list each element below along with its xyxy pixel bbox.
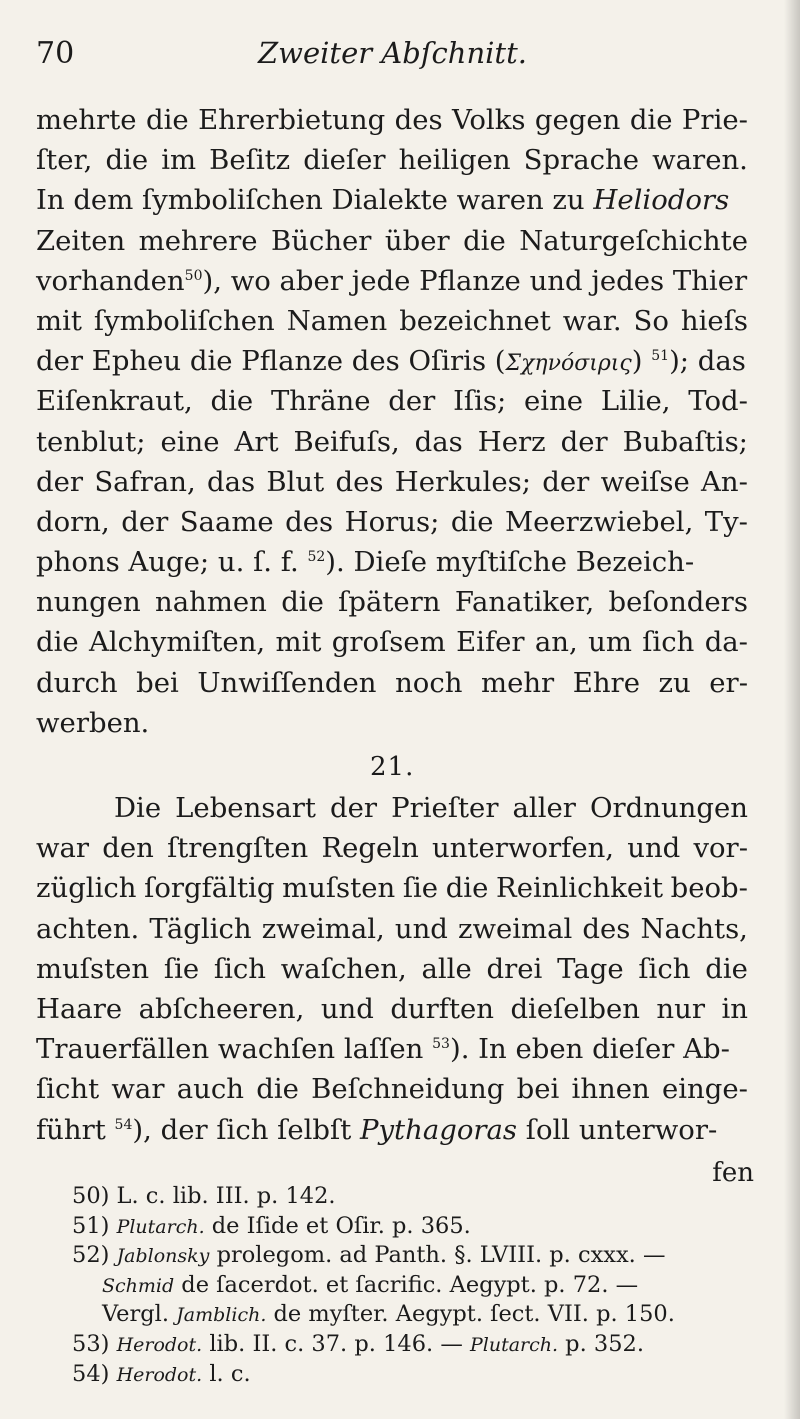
greek-term: Σχηνόσιρις <box>505 351 632 377</box>
text-line <box>36 140 748 180</box>
word: eine <box>524 385 584 418</box>
word: mehrere <box>138 224 258 257</box>
word: mit <box>36 304 82 337</box>
word: beſonders <box>608 586 748 619</box>
word: Ehre <box>572 666 640 699</box>
text-line <box>36 261 748 301</box>
text-line <box>36 989 748 1029</box>
word: waren. <box>652 144 748 177</box>
word: züglich <box>36 872 137 905</box>
page-header <box>36 36 726 76</box>
word: ſich <box>638 952 691 985</box>
word: Blut <box>266 465 325 498</box>
word: die <box>105 144 149 177</box>
word: Herz <box>477 425 546 458</box>
text-line <box>36 663 748 703</box>
footnote-text: l. c. <box>202 1360 251 1387</box>
footnote-54 <box>72 1360 762 1390</box>
word: zweimal <box>457 912 573 945</box>
word: der <box>388 385 436 418</box>
word: die <box>629 104 673 136</box>
running-head: Zweiter Abſchnitt. <box>258 36 527 70</box>
line-segment: ). In eben dieſer Ab- <box>449 1033 730 1066</box>
word: noch <box>395 666 463 699</box>
text-line <box>36 909 748 949</box>
word: Saame <box>179 505 274 538</box>
text-line <box>36 703 748 743</box>
word: tenblut; <box>36 425 146 458</box>
text-line <box>36 100 748 140</box>
footnote-ref: 51 <box>651 347 670 364</box>
word: An- <box>701 465 748 498</box>
word: gegen <box>534 104 621 136</box>
footnote-53 <box>72 1330 762 1360</box>
footnote-number: 52) <box>72 1242 117 1269</box>
text-line <box>36 462 748 502</box>
word: achten. <box>36 912 140 945</box>
word: So <box>633 304 669 337</box>
word: die <box>256 1073 299 1106</box>
line-segment: Trauerfällen wachſen laſſen <box>36 1033 433 1066</box>
word: Eifer <box>456 626 525 659</box>
word: und <box>627 832 681 865</box>
line-text <box>36 542 694 582</box>
page-number: 70 <box>36 36 75 71</box>
word: unterworfen, <box>432 832 615 865</box>
word: über <box>384 224 450 257</box>
word: die <box>281 586 324 619</box>
footnote-text: Vergl. <box>102 1301 177 1328</box>
footnote-52 <box>72 1241 762 1271</box>
word: dorn, <box>36 505 110 538</box>
line-text <box>36 1110 717 1150</box>
word: Namen <box>286 304 388 337</box>
word: und <box>394 912 448 945</box>
line-segment: führt <box>36 1113 115 1146</box>
word: Safran, <box>94 465 196 498</box>
word: um <box>588 626 632 659</box>
main-text-continued <box>36 788 748 1150</box>
text-line <box>36 301 748 341</box>
word: nur <box>656 992 705 1025</box>
word: dieſelben <box>510 992 640 1025</box>
word: die <box>210 385 254 418</box>
word: die <box>705 952 748 985</box>
footnote-author: Herodot. <box>116 1363 203 1386</box>
word: auch <box>176 1073 244 1106</box>
word: Prie- <box>681 104 748 136</box>
word: dieſer <box>303 144 386 177</box>
footnote-author: Plutarch. <box>116 1215 205 1238</box>
footnote-text: de myſter. Aegypt. ſect. VII. p. 150. <box>266 1301 675 1328</box>
word: des <box>335 465 384 498</box>
word: den <box>102 832 154 865</box>
word: mit <box>275 626 322 659</box>
word: nahmen <box>155 586 267 619</box>
line-segment: ſoll unterwor- <box>517 1113 718 1146</box>
word: ſymboliſchen <box>93 304 275 337</box>
word: an, <box>534 626 578 659</box>
footnote-text: de Iſide et Oſir. p. 365. <box>204 1212 471 1239</box>
word: mehrte <box>36 104 137 136</box>
footnote-text: p. 352. <box>558 1330 644 1357</box>
word: waſchen, <box>280 952 407 985</box>
word: der <box>560 425 608 458</box>
word: ſtrengſten <box>167 832 309 865</box>
word: Zeiten <box>36 224 126 257</box>
word: und <box>320 992 374 1025</box>
word: war. <box>562 304 622 337</box>
word: des <box>582 912 631 945</box>
footnote-number: 54) <box>72 1360 117 1387</box>
word: ſicht <box>36 1073 100 1106</box>
word: beob- <box>670 872 748 905</box>
word: Bücher <box>271 224 372 257</box>
footnote-ref: 52 <box>307 548 326 565</box>
word: bei <box>516 1073 560 1106</box>
word: vor- <box>693 832 748 865</box>
word: Ordnungen <box>589 792 748 824</box>
text-line <box>36 221 748 261</box>
text-line <box>36 180 748 220</box>
word: ſpätern <box>338 586 441 619</box>
word: das <box>414 425 463 458</box>
word: die <box>450 505 494 538</box>
word: nungen <box>36 586 141 619</box>
word: Beſitz <box>209 144 291 177</box>
line-segment: ), der ſich ſelbſt <box>132 1113 361 1146</box>
footnote-number: 53) <box>72 1330 117 1357</box>
line-text <box>36 261 747 301</box>
word: ihnen <box>571 1073 650 1106</box>
word: Volks <box>452 104 526 136</box>
word: die <box>445 872 489 905</box>
word: Thräne <box>270 385 371 418</box>
word: einge- <box>661 1073 748 1106</box>
word: war <box>111 1073 165 1106</box>
word: in <box>721 992 748 1025</box>
word: durften <box>390 992 494 1025</box>
footnote-author: Plutarch. <box>469 1333 559 1356</box>
section-number: 21. <box>370 752 415 782</box>
word: der <box>542 465 590 498</box>
word: Iſis; <box>453 385 507 418</box>
word: ſorgfältig <box>144 872 275 905</box>
word: aller <box>512 792 576 824</box>
text-line <box>36 949 748 989</box>
word: bei <box>136 666 179 699</box>
text-line <box>36 422 748 462</box>
word: Herkules; <box>394 465 531 498</box>
line-segment: vorhanden <box>36 264 185 297</box>
catchword: fen <box>712 1158 754 1188</box>
line-segment: ) <box>631 345 652 378</box>
footnote-51 <box>72 1212 762 1242</box>
word: Prieſter <box>391 792 499 824</box>
word: Täglich <box>149 912 252 945</box>
footnote-text: prolegom. ad Panth. §. LVIII. p. cxxx. — <box>209 1242 666 1269</box>
paragraph-1 <box>36 100 748 743</box>
word: Naturgeſchichte <box>519 224 748 257</box>
word: eine <box>160 425 220 458</box>
word: Fanatiker, <box>454 586 595 619</box>
footnote-ref: 53 <box>432 1035 450 1052</box>
word: abſcheeren, <box>138 992 305 1025</box>
line-segment: phons Auge; u. ſ. f. <box>36 546 308 579</box>
word: Horus; <box>344 505 440 538</box>
line-segment: ). Dieſe myſtiſche Bezeich- <box>325 546 695 579</box>
word: das <box>207 465 256 498</box>
word: durch <box>36 666 118 699</box>
word: die <box>145 104 189 136</box>
word: des <box>285 505 334 538</box>
word: zu <box>658 666 691 699</box>
word: im <box>161 144 197 177</box>
line-segment: In dem ſymboliſchen Dialekte waren zu <box>36 184 594 217</box>
footnote-ref: 54 <box>114 1116 133 1133</box>
word: des <box>394 104 443 136</box>
word: ſie <box>163 952 200 985</box>
word: Sprache <box>523 144 640 177</box>
text-line <box>36 542 748 582</box>
word: ſich <box>213 952 266 985</box>
word: hieſs <box>680 304 748 337</box>
word: alle <box>421 952 472 985</box>
word: Die <box>114 792 162 824</box>
word: Tod- <box>688 385 748 418</box>
footnote-text: lib. II. c. 37. p. 146. — <box>202 1330 470 1357</box>
word: drei <box>486 952 543 985</box>
word: war <box>36 832 90 865</box>
line-segment: ); das <box>669 345 746 378</box>
footnote-52-cont <box>72 1300 762 1330</box>
italic-name: Pythagoras <box>360 1113 518 1146</box>
word: Nachts, <box>640 912 748 945</box>
word: bezeichnet <box>399 304 551 337</box>
main-text <box>36 100 748 743</box>
footnote-author: Schmid <box>102 1274 175 1297</box>
footnote-author: Jablonsky <box>116 1245 210 1268</box>
word: Unwiſſenden <box>197 666 377 699</box>
word: Alchymiſten, <box>89 626 266 659</box>
word: Lilie, <box>600 385 671 418</box>
footnote-author: Herodot. <box>116 1333 203 1356</box>
text-line <box>36 1069 748 1109</box>
word: die <box>36 626 79 659</box>
word: die <box>463 224 506 257</box>
text-line <box>36 582 748 622</box>
italic-name: Heliodors <box>593 184 730 217</box>
text-line <box>36 1110 748 1150</box>
word: Beifuſs, <box>293 425 400 458</box>
word: groſsem <box>331 626 446 659</box>
word: er- <box>709 666 748 699</box>
word: Haare <box>36 992 123 1025</box>
text-line <box>36 868 748 908</box>
line-text: werben. <box>36 706 150 739</box>
word: der <box>36 465 84 498</box>
word: Bubaſtis; <box>622 425 748 458</box>
word: heiligen <box>398 144 511 177</box>
word: Art <box>234 425 279 458</box>
line-segment: ), wo aber jede Pflanze und jedes Thier <box>202 264 748 297</box>
word: Reinlichkeit <box>496 872 663 905</box>
word: Ehrerbietung <box>198 104 386 136</box>
footnote-52-cont <box>72 1271 762 1301</box>
word: ſie <box>402 872 439 905</box>
line-segment: der Epheu die Pflanze des Oſiris ( <box>36 345 506 378</box>
word: der <box>121 505 169 538</box>
word: Lebensart <box>175 792 316 824</box>
word: zweimal, <box>261 912 385 945</box>
footnote-50: 50) L. c. lib. III. p. 142. <box>72 1183 336 1209</box>
footnote-text: de ſacerdot. et ſacrific. Aegypt. p. 72. — <box>174 1271 639 1298</box>
word: muſsten <box>282 872 396 905</box>
word: ſter, <box>36 144 93 177</box>
text-line <box>36 828 748 868</box>
footnote-ref: 50 <box>184 267 203 284</box>
text-line <box>36 788 748 828</box>
word: Beſchneidung <box>311 1073 505 1106</box>
word: mehr <box>481 666 555 699</box>
word: ſich <box>642 626 695 659</box>
word: Tage <box>557 952 624 985</box>
word: Meerzwiebel, <box>504 505 694 538</box>
word: da- <box>704 626 748 659</box>
footnote-number: 51) <box>72 1212 117 1239</box>
text-line <box>36 502 748 542</box>
line-text <box>36 180 729 220</box>
text-line <box>36 622 748 662</box>
paragraph-2 <box>36 788 748 1150</box>
word: weiſse <box>600 465 690 498</box>
word: muſsten <box>36 952 150 985</box>
footnote-author: Jamblich. <box>176 1304 267 1327</box>
page-gutter-shadow <box>784 0 800 1419</box>
line-text <box>36 341 746 381</box>
word: der <box>330 792 378 824</box>
text-line <box>36 341 748 381</box>
text-line <box>36 1029 748 1069</box>
footnotes <box>72 1182 762 1389</box>
word: Regeln <box>321 832 419 865</box>
word: Ty- <box>704 505 748 538</box>
word: Eiſenkraut, <box>36 385 193 418</box>
text-line <box>36 381 748 421</box>
line-text <box>36 1029 730 1069</box>
